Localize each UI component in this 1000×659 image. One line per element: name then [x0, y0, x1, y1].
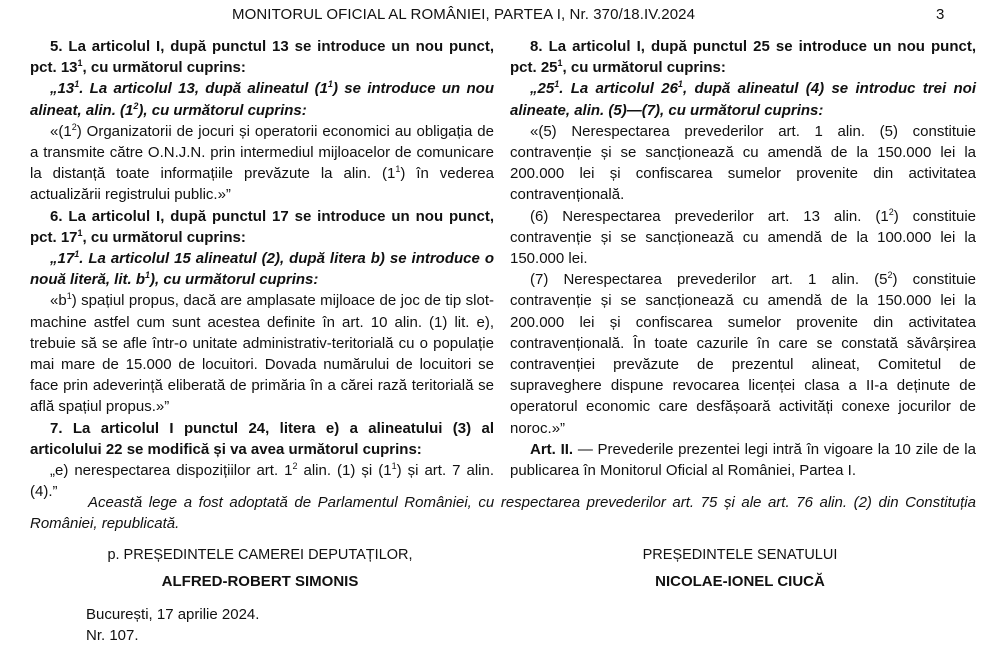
section-8-heading: 8. La articolul I, după punctul 25 se introduce un nou punct, pct. $25^1$, cu următorul cuprins: — [510, 38, 976, 77]
paragraph-7: (7) Nerespectarea prevederilor art. 1 alin. $(5^2)$ constituie contravenție și se sancționează cu amendă de la 150.000 lei la 200.000 lei și confiscarea sumelor provenite din activitatea contravențională. În toate cazurile în care se constată săvârșirea contravenției prevăzute de prezentul alineat, Comitetul de supraveghere dispune revocarea licenței clasa a II-a deținute de operatorul economic care desfășoară activități conexe jocurilor de noroc.»” — [510, 270, 976, 437]
left-signature-block — [60, 545, 460, 592]
publication-title: MONITORUL OFICIAL AL ROMÂNIEI, PARTEA I, Nr. 370/18.IV.2024 — [232, 6, 696, 23]
section-5-subheading: $„13^1$. La articolul 13, după alineatul $(1^1)$ se introduce un nou alineat, alin. $(1^2)$, cu următorul cuprins: — [30, 79, 494, 119]
article-2: Art. II. — Prevederile prezentei legi intră în vigoare la 10 zile de la publicarea în Monitorul Oficial al României, Partea I. — [510, 440, 976, 480]
right-signature-block — [540, 545, 940, 592]
right-column — [510, 36, 976, 481]
page-header — [0, 4, 1000, 26]
left-column — [30, 36, 494, 502]
right-signatory-name: NICOLAE-IONEL CIUCĂ — [655, 573, 825, 591]
left-signatory-name: ALFRED-ROBERT SIMONIS — [161, 573, 359, 591]
section-7-text: „e) nerespectarea dispozițiilor art. $1^2$ alin. (1) și $(1^1)$ și art. 7 alin. (4).” — [30, 461, 494, 501]
section-6-heading: 6. La articolul I, după punctul 17 se introduce un nou punct, pct. $17^1$, cu următorul cuprins: — [30, 207, 494, 246]
page-number: 3 — [936, 6, 945, 23]
section-7-heading: 7. La articolul I punctul 24, litera e) a alineatului (3) al articolului 22 se modifică și va avea următorul cuprins: — [30, 419, 494, 458]
section-6-subheading: $„17^1$. La articolul 15 alineatul (2), după litera b) se introduce o nouă literă, lit. $b^1$), cu următorul cuprins: — [30, 249, 494, 289]
right-signatory-role: PREȘEDINTELE SENATULUI — [642, 547, 838, 563]
law-number: Nr. 107. — [86, 627, 139, 644]
place-date: București, 17 aprilie 2024. — [86, 606, 260, 623]
section-5-heading: 5. La articolul I, după punctul 13 se introduce un nou punct, pct. $13^1$, cu următorul cuprins: — [30, 38, 494, 77]
paragraph-5: «(5) Nerespectarea prevederilor art. 1 alin. (5) constituie contravenție și se sancționează cu amendă de la 150.000 lei la 200.000 lei și confiscarea sumelor provenite din activitatea contravențională. — [510, 122, 976, 204]
left-signatory-role: p. PREȘEDINTELE CAMEREI DEPUTAȚILOR, — [107, 547, 413, 563]
section-6-text: «$b^1$) spațiul propus, dacă are amplasate mijloace de joc de tip slot-machine astfel cum sunt acestea definite în art. 10 alin. (1) lit. e), trebuie să se afle într-o unitate administrativ-teritorială cu o populație mai mare de 15.000 de locuitori. Dovada numărului de locuitori se face prin adeverință eliberată de primăria în a cărei rază teritorială se află spațiul propus.»” — [30, 291, 494, 416]
place-and-number — [86, 604, 259, 646]
section-5-text: «$(1^2)$ Organizatorii de jocuri și operatorii economici au obligația de a transmite către O.N.J.N. prin intermediul mijloacelor de comunicare la distanță toate informațiile prevăzute la alin. $(1^1)$ în vederea actualizării registrului public.»” — [30, 121, 494, 204]
section-8-subheading: $„25^1$. La articolul $26^1$, după alineatul (4) se introduc trei noi alineate, alin. (5)—(7), cu următorul cuprins: — [510, 79, 976, 119]
adoption-note: Această lege a fost adoptată de Parlamentul României, cu respectarea prevederilor art. 75 și ale art. 76 alin. (2) din Constituția României, republicată. — [30, 494, 976, 533]
paragraph-6: (6) Nerespectarea prevederilor art. 13 alin. $(1^2)$ constituie contravenție și se sancționează cu amendă de la 100.000 lei la 150.000 lei. — [510, 206, 976, 268]
